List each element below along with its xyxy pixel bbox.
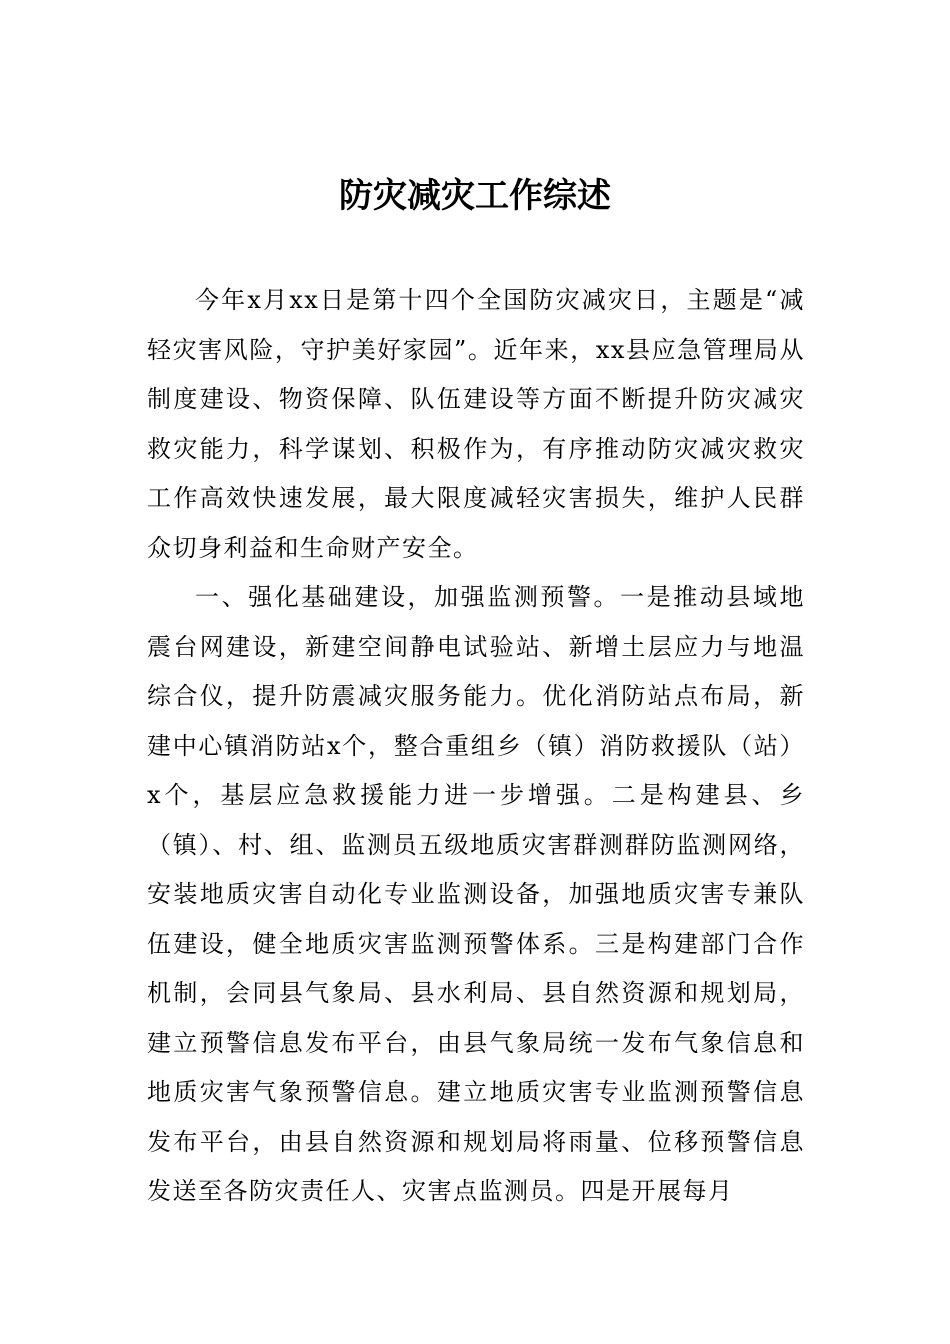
paragraph-section-one: 一、强化基础建设，加强监测预警。一是推动县域地震台网建设，新建空间静电试验站、新增土层应力与地温综合仪，提升防震减灾服务能力。优化消防站点布局，新建中心镇消防站x个，整合重组乡（镇）消防救援队（站）x个，基层应急救援能力进一步增强。二是构建县、乡（镇）、村、组、监测员五级地质灾害群测群防监测网络，安装地质灾害自动化专业监测设备，加强地质灾害专兼队伍建设，健全地质灾害监测预警体系。三是构建部门合作机制，会同县气象局、县水利局、县自然资源和规划局，建立预警信息发布平台，由县气象局统一发布气象信息和地质灾害气象预警信息。建立地质灾害专业监测预警信息发布平台，由县自然资源和规划局将雨量、位移预警信息发送至各防灾责任人、灾害点监测员。四是开展每月: [147, 583, 805, 1205]
document-body: [147, 276, 805, 1217]
document-title: 防灾减灾工作综述: [339, 176, 611, 216]
paragraph-intro: 今年x月xx日是第十四个全国防灾减灾日，主题是“减轻灾害风险，守护美好家园”。近年来，xx县应急管理局从制度建设、物资保障、队伍建设等方面不断提升防灾减灾救灾能力，科学谋划、积极作为，有序推动防灾减灾救灾工作高效快速发展，最大限度减轻灾害损失，维护人民群众切身利益和生命财产安全。: [147, 286, 805, 562]
